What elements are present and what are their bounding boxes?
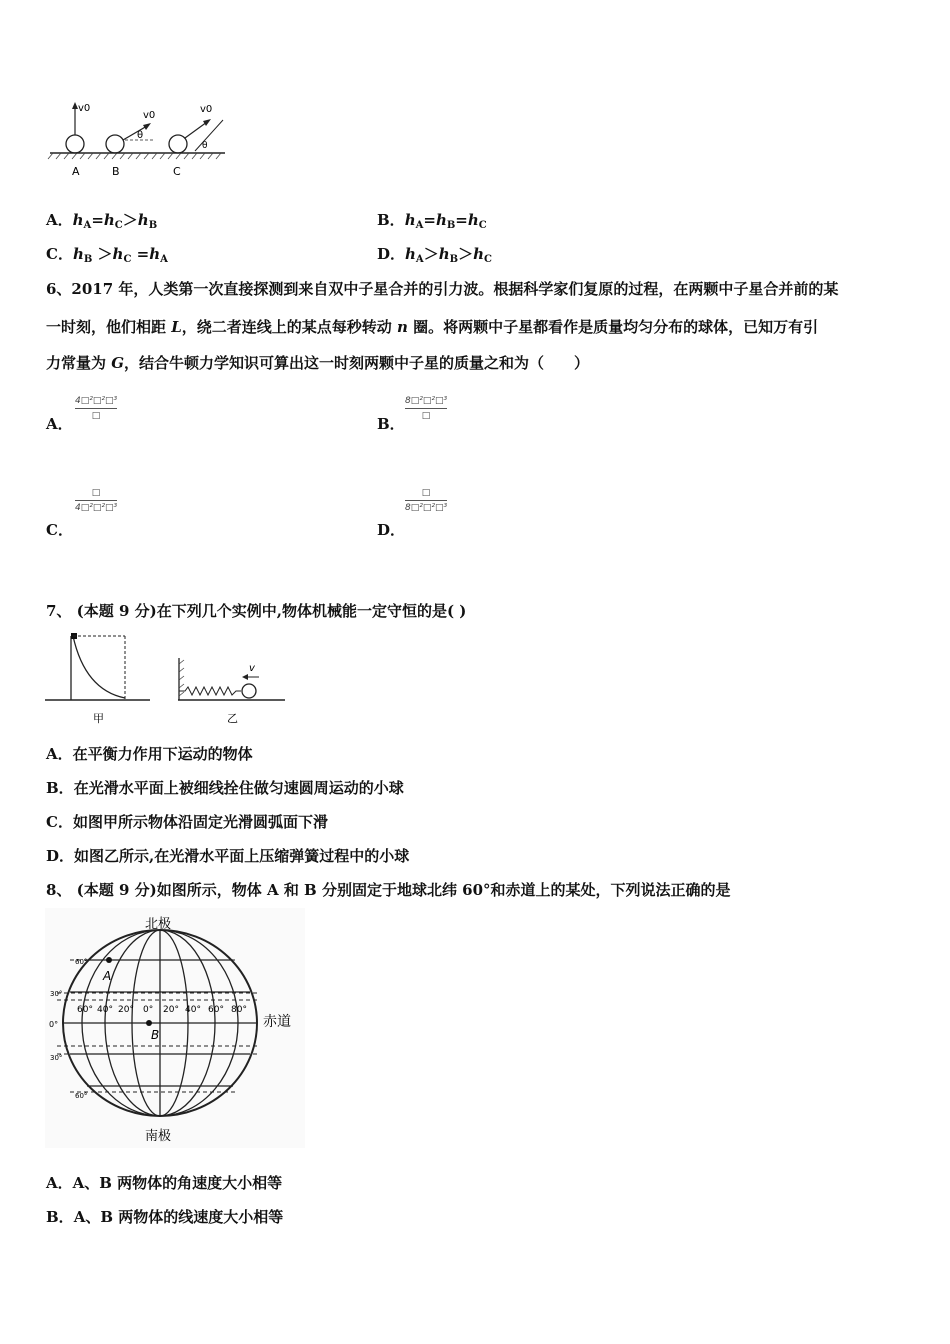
lon-label: 60° — [208, 1005, 224, 1015]
q6-option-a-fraction: 4□²□²□³ □ — [75, 396, 118, 421]
q7-stem: 7、 (本题 9 分)在下列几个实例中,物体机械能一定守恒的是( ) — [46, 602, 467, 620]
q7-option-b[interactable]: B．在光滑水平面上被细线拴住做匀速圆周运动的小球 — [46, 779, 404, 797]
fig-v-label: v — [249, 663, 255, 674]
lat-30n: 30° — [50, 990, 63, 998]
ball-a — [66, 135, 84, 153]
q6-line2: 一时刻，他们相距 L，绕二者连线上的某点每秒转动 n 圈。将两颗中子星都看作是质量均匀分布的球体，已知万有引 — [46, 318, 819, 336]
q5-option-d[interactable]: D．$h_A>h_B>h_C$ — [377, 245, 492, 265]
q5-option-a[interactable]: A．$h_A=h_C>h_B$ — [46, 211, 158, 231]
lon-label: 40° — [97, 1005, 113, 1015]
v0-c: v0 — [200, 104, 213, 115]
lon-label: 80° — [231, 1005, 247, 1015]
q6-option-c-letter[interactable]: C． — [46, 521, 73, 539]
point-a-dot — [106, 957, 112, 963]
lat-0: 0° — [49, 1020, 59, 1029]
q5-figure — [45, 98, 235, 183]
q6-line1: 6、2017 年，人类第一次直接探测到来自双中子星合并的引力波。根据科学家们复原的过程，在两颗中子星合并前的某 — [46, 280, 839, 298]
lat-60n: 60° — [75, 958, 88, 966]
lon-label: 0° — [143, 1005, 154, 1015]
label-c: C — [173, 165, 181, 178]
q7-figure — [45, 628, 295, 728]
q6-option-d-letter[interactable]: D． — [377, 521, 406, 539]
label-a: A — [72, 165, 80, 178]
q6-option-a-letter[interactable]: A． — [46, 415, 73, 433]
lon-label: 60° — [77, 1005, 93, 1015]
lon-label: 20° — [163, 1005, 179, 1015]
south-pole-label: 南极 — [145, 1129, 172, 1144]
ball-c — [169, 135, 187, 153]
q6-line3: 力常量为 G，结合牛顿力学知识可算出这一时刻两颗中子星的质量之和为（ ） — [46, 354, 590, 372]
q8-option-b[interactable]: B．A、B 两物体的线速度大小相等 — [46, 1208, 284, 1226]
ball-b — [106, 135, 124, 153]
q8-option-a[interactable]: A．A、B 两物体的角速度大小相等 — [46, 1174, 283, 1192]
north-pole-label: 北极 — [145, 917, 172, 932]
q7-option-c[interactable]: C．如图甲所示物体沿固定光滑圆弧面下滑 — [46, 813, 328, 831]
equator-label: 赤道 — [263, 1014, 291, 1030]
point-b-label: B — [151, 1028, 160, 1042]
fig-yi-label: 乙 — [227, 712, 238, 725]
theta-b: θ — [137, 130, 144, 141]
lon-label: 40° — [185, 1005, 201, 1015]
q8-globe-figure — [45, 908, 305, 1148]
lon-label: 20° — [118, 1005, 134, 1015]
fig-jia-label: 甲 — [93, 712, 104, 725]
point-b-dot — [146, 1020, 152, 1026]
lat-60s: 60° — [75, 1092, 88, 1100]
v0-b: v0 — [143, 110, 156, 121]
q6-option-b-letter[interactable]: B． — [377, 415, 405, 433]
lat-30s: 30° — [50, 1054, 63, 1062]
q7-option-d[interactable]: D．如图乙所示,在光滑水平面上压缩弹簧过程中的小球 — [46, 847, 410, 865]
q6-option-c-fraction: □ 4□²□²□³ — [75, 488, 118, 513]
q6-option-d-fraction: □ 8□²□²□³ — [405, 488, 448, 513]
theta-c: θ — [202, 141, 208, 151]
label-b: B — [112, 165, 120, 178]
q5-option-b[interactable]: B．$h_A=h_B=h_C$ — [377, 211, 487, 231]
q8-stem: 8、 (本题 9 分)如图所示，物体 A 和 B 分别固定于地球北纬 60°和赤道上的某处，下列说法正确的是 — [46, 881, 731, 899]
q5-option-c[interactable]: C．$h_B >h_C =h_A$ — [46, 245, 168, 265]
point-a-label: A — [103, 969, 112, 983]
q7-option-a[interactable]: A．在平衡力作用下运动的物体 — [46, 745, 253, 763]
q6-option-b-fraction: 8□²□²□³ □ — [405, 396, 448, 421]
v0-a: v0 — [78, 103, 91, 114]
